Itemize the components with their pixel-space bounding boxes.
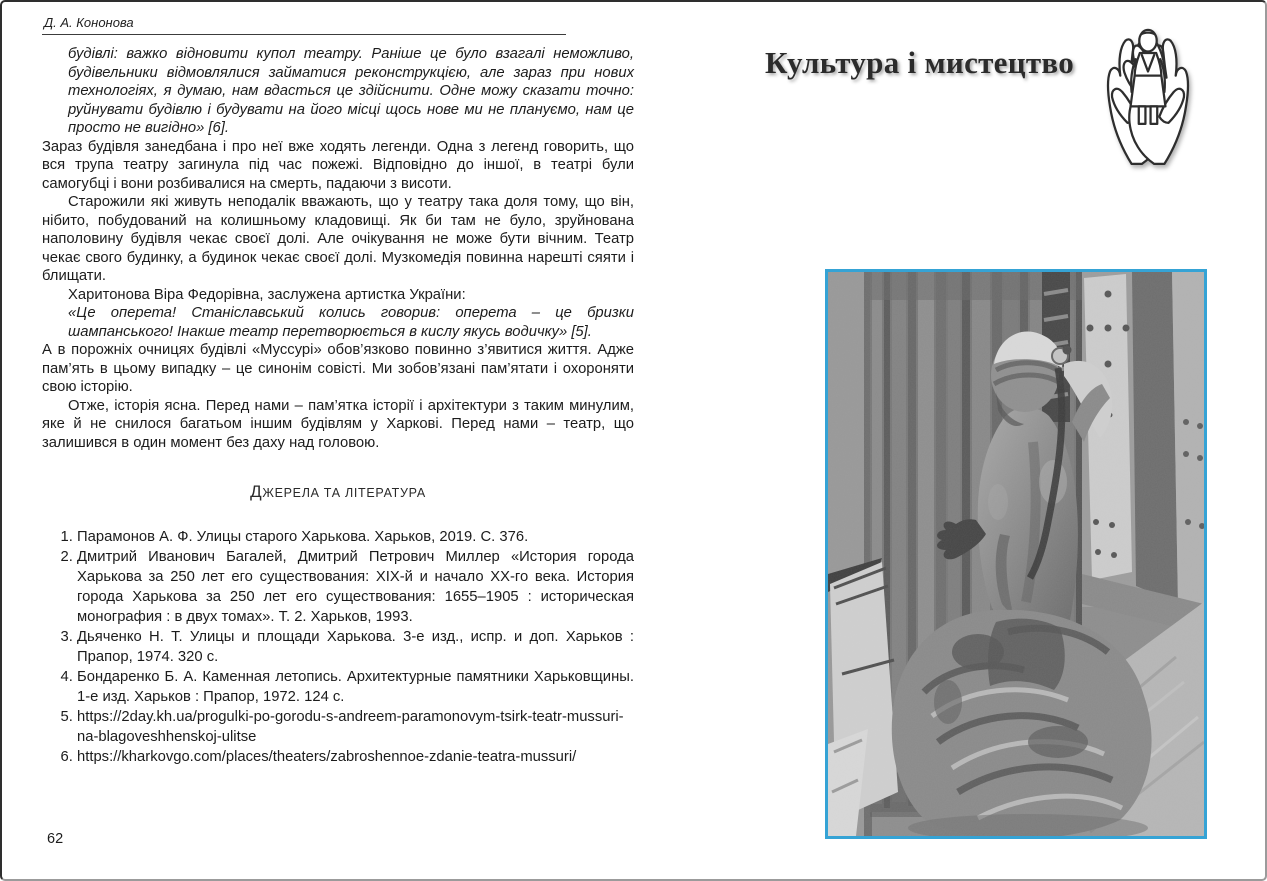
sources-list [42, 527, 634, 767]
source-item: 4. Бондаренко Б. А. Каменная летопись. Архитектурные памятники Харьковщины. 1-е изд. Харьков : Прапор, 1972. 124 с. [77, 667, 634, 707]
paragraph-4: А в порожніх очницях будівлі «Муссурі» обов’язково повинно з’явитися життя. Адже пам’ять в цьому випадку – це синонім совісті. Ми зобов’язані пам’ятати і охороняти свою історію. [42, 342, 634, 395]
running-header-rule [42, 34, 566, 35]
source-item: 6. https://kharkovgo.com/places/theaters/zabroshennoe-zdanie-teatra-mussuri/ [77, 747, 634, 767]
article-body [42, 45, 634, 452]
source-item: 5. https://2day.kh.ua/progulki-po-gorodu-s-andreem-paramonovym-tsirk-teatr-mussuri-na-blagoveshhenskoj-ulitse [77, 707, 634, 747]
page-number: 62 [47, 831, 64, 847]
running-header: Д. А. Кононова [44, 15, 134, 30]
artwork-painting [828, 272, 1204, 836]
left-page-column [42, 15, 634, 767]
hands-holding-person-icon [1085, 14, 1211, 168]
source-item: 1. Парамонов А. Ф. Улицы старого Харькова. Харьков, 2019. С. 376. [77, 527, 634, 547]
paragraph-2: Старожили які живуть неподалік вважають, що у театру така доля тому, що він, нібито, побудований на колишньому кладовищі. Як би там не було, зруйнована наполовину будівля чекає своєї долі. Але очікування не може бути вічним. Театр чекає свого будинку, а будинок чекає своєї долі. Музкомедія повинна нарешті сяяти і блищати. [42, 194, 634, 284]
paragraph-3: Харитонова Віра Федорівна, заслужена артистка України: [68, 286, 466, 303]
source-item: 3. Дьяченко Н. Т. Улицы и площади Харькова. 3-е изд., испр. и доп. Харьков : Прапор, 1974. 320 с. [77, 627, 634, 667]
artwork-frame [825, 269, 1207, 839]
section-title: Культура і мистецтво [765, 45, 1075, 80]
blockquote-1: будівлі: важко відновити купол театру. Раніше це було взагалі неможливо, будівельники відмовлялися займатися реконструкцією, але зараз при нових технологіях, я думаю, нам вдасться це здійснити. Одне можу сказати точно: руйнувати будівлю і будувати на його місці щось нове ми не плануємо, нам це просто не вигідно» [6]. [68, 46, 634, 136]
paragraph-1: Зараз будівля занедбана і про неї вже ходять легенди. Одна з легенд говорить, що вся трупа театру загинула під час пожежі. Відповідно до іншої, в театрі були самогубці і вони розбивалися на смерть, падаючи з висоти. [42, 138, 634, 192]
paragraph-5: Отже, історія ясна. Перед нами – пам’ятка історії і архітектури з таким минулим, яке й не снилося багатьом іншим будівлям у Харкові. Перед нами – театр, що залишився в один момент без даху над головою. [42, 397, 634, 451]
source-item: 2. Дмитрий Иванович Багалей, Дмитрий Петрович Миллер «История города Харькова за 250 лет его существования: XIX-й и начало XX-го века. История города Харькова за 250 лет его существования: 1655–1905 : историческая монография : в двух томах». Т. 2. Харьков, 1993. [77, 547, 634, 627]
blockquote-2: «Це оперета! Станіславський колись говорив: оперета – це бризки шампанського! Інакше театр перетворюється в кислу якусь водичку» [5]. [68, 305, 634, 340]
sources-heading: ДЖЕРЕЛА ТА ЛІТЕРАТУРА [250, 482, 426, 501]
